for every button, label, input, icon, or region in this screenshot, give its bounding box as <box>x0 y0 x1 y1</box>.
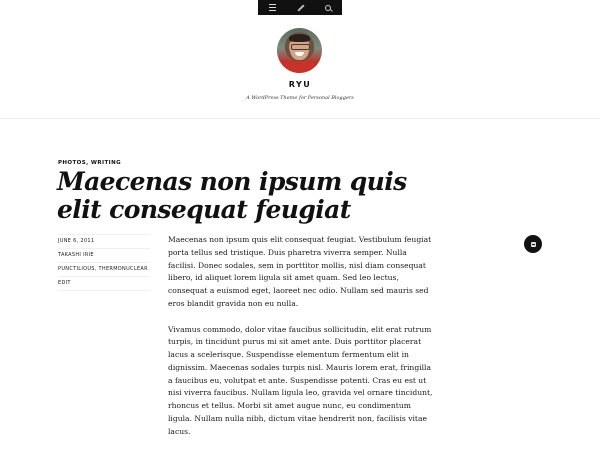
header-divider <box>0 118 600 119</box>
post-format-badge[interactable] <box>524 235 542 253</box>
post-categories <box>58 160 121 166</box>
avatar-glasses <box>291 44 310 50</box>
links-toggle-button[interactable] <box>290 0 310 15</box>
standard-post-format-icon <box>531 242 536 247</box>
category-separator: , <box>86 160 91 166</box>
avatar-shirt <box>281 61 318 73</box>
category-link-photos[interactable]: PHOTOS <box>58 160 87 166</box>
site-title[interactable]: RYU <box>288 80 312 89</box>
post-title[interactable]: Maecenas non ipsum quis elit consequat feugiat <box>57 167 407 224</box>
menu-toggle-button[interactable] <box>262 0 282 15</box>
avatar-hair <box>289 34 310 42</box>
post-date[interactable]: JUNE 6, 2011 <box>58 234 150 249</box>
menu-icon <box>269 4 276 11</box>
site-description: A WordPress Theme for Personal Bloggers <box>246 95 354 101</box>
post-meta <box>58 234 150 291</box>
paragraph: Maecenas non ipsum quis elit consequat feugiat. Vestibulum feugiat porta tellus sed tristique. Duis pharetra viverra semper. Nulla facilisi. Donec sodales, sem in porttitor mollis, nisl diam consequat libero, id aliquet lorem ligula sit amet quam. Sed leo lectus, consequat a euismod eget, laoreet nec odio. Nullam sed mauris sed eros blandit gravida non eu nulla. <box>168 235 432 308</box>
post-author[interactable]: TAKASHI IRIE <box>58 249 150 263</box>
paragraph: Vivamus commodo, dolor vitae faucibus sollicitudin, elit erat rutrum turpis, in tincidunt purus mi sit amet ante. Duis porttitor placerat lacus a scelerisque. Suspendisse elementum fermentum elit in dignissim. Maecenas sodales turpis nisl. Mauris lorem erat, fringilla a faucibus eu, volutpat et ante. Suspendisse potenti. Cras eu est ut nisi viverra faucibus. Nullam ligula leo, gravida vel ornare tincidunt, rhoncus et tellus. Morbi sit amet augue nunc, eu condimentum ligula. Nullam nulla nibh, dictum vitae hendrerit non, facilisis vitae lacus. <box>168 324 433 436</box>
category-link-writing[interactable]: WRITING <box>90 160 121 166</box>
site-logo-avatar[interactable] <box>277 28 322 73</box>
search-icon <box>325 5 331 11</box>
post-content <box>168 234 436 451</box>
post-tags[interactable]: PUNCTILIOUS, THERMONUCLEAR <box>58 263 150 277</box>
link-icon <box>297 4 304 11</box>
top-toolbar <box>258 0 342 15</box>
edit-link[interactable]: EDIT <box>58 277 150 291</box>
search-toggle-button[interactable] <box>318 0 338 15</box>
